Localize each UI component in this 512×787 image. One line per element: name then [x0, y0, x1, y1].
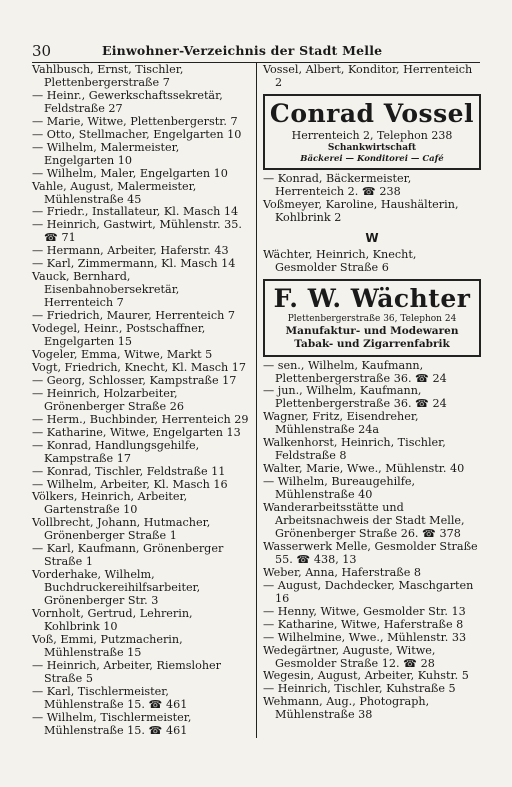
advertisement-vossel: [263, 94, 481, 170]
list-item: — Heinr., Gewerkschaftssekretär, Feldstraße 27: [32, 88, 223, 115]
list-item: — Karl, Zimmermann, Kl. Masch 14: [32, 257, 236, 271]
list-item: — Karl, Kaufmann, Grönenberger Straße 1: [32, 542, 224, 569]
list-item: Wedegärtner, Auguste, Witwe, Gesmolder Straße 12. ☎ 28: [263, 643, 436, 670]
list-item: Völkers, Heinrich, Arbeiter, Gartenstraße 10: [32, 490, 188, 517]
list-item: Vodegel, Heinr., Postschaffner, Engelgarten 15: [32, 322, 206, 349]
list-item: Voßmeyer, Karoline, Haushälterin, Kohlbrink 2: [263, 197, 459, 224]
list-item: — Katharine, Witwe, Engelgarten 13: [32, 425, 241, 439]
column-divider: [256, 63, 257, 738]
list-item: Vorderhake, Wilhelm, Buchdruckereihilfsarbeiter, Grönenberger Str. 3: [32, 568, 201, 608]
list-item: — Wilhelm, Arbeiter, Kl. Masch 16: [32, 477, 228, 491]
list-item: Vahlbusch, Ernst, Tischler, Plettenbergerstraße 7: [32, 63, 184, 89]
list-item: — Heinrich, Tischler, Kuhstraße 5: [263, 682, 456, 696]
ad-waechter-address: Plettenbergerstraße 36, Telephon 24: [287, 313, 457, 324]
list-item: Wanderarbeitsstätte und Arbeitsnachweis der Stadt Melle, Grönenberger Straße 26. ☎ 378: [263, 501, 465, 540]
list-item: — Friedr., Installateur, Kl. Masch 14: [32, 205, 239, 219]
list-item: Walter, Marie, Wwe., Mühlenstr. 40: [263, 462, 465, 476]
list-item: — Wilhelm, Bureaugehilfe, Mühlenstraße 40: [263, 475, 416, 502]
list-item: Wächter, Heinrich, Knecht, Gesmolder Straße 6: [263, 247, 417, 274]
section-letter-w: W: [365, 230, 379, 245]
ad-waechter-name: F. W. Wächter: [273, 283, 471, 313]
list-item: — Konrad, Handlungsgehilfe, Kampstraße 17: [32, 438, 200, 465]
list-item: Vogt, Friedrich, Knecht, Kl. Masch 17: [32, 360, 246, 374]
ad-vossel-line3: Bäckerei — Konditorei — Café: [300, 153, 444, 164]
ad-waechter-line2: Manufaktur- und Modewaren: [285, 324, 459, 337]
page-number: 30: [32, 42, 52, 60]
list-item: Vornholt, Gertrud, Lehrerin, Kohlbrink 10: [32, 607, 193, 633]
left-column: [32, 64, 249, 738]
list-item: — August, Dachdecker, Maschgarten 16: [263, 578, 474, 605]
list-item: Walkenhorst, Heinrich, Tischler, Feldstraße 8: [263, 436, 446, 463]
list-item: — Henny, Witwe, Gesmolder Str. 13: [263, 604, 466, 618]
list-item: — Konrad, Tischler, Feldstraße 11: [32, 464, 226, 478]
list-item: — Karl, Tischlermeister, Mühlenstraße 15. ☎ 461: [32, 684, 188, 711]
list-item: Vogeler, Emma, Witwe, Markt 5: [32, 347, 213, 361]
list-item: Wegesin, August, Arbeiter, Kuhstr. 5: [263, 669, 469, 683]
ad-vossel-address: Herrenteich 2, Telephon 238: [291, 128, 453, 142]
list-item: — Katharine, Witwe, Haferstraße 8: [263, 617, 464, 631]
list-item: — Wilhelm, Tischlermeister, Mühlenstraße 15. ☎ 461: [32, 710, 192, 737]
ad-vossel-line2: Schankwirtschaft: [327, 142, 417, 153]
list-item: Wehmann, Aug., Photograph, Mühlenstraße 38: [263, 695, 430, 722]
list-item: — Hermann, Arbeiter, Haferstr. 43: [32, 244, 229, 258]
list-item: — Heinrich, Holzarbeiter, Grönenberger Straße 26: [32, 386, 184, 413]
page-header: [32, 42, 480, 60]
list-item: Vauck, Bernhard, Eisenbahnobersekretär, Herrenteich 7: [32, 270, 180, 310]
list-item: — Wilhelm, Malermeister, Engelgarten 10: [32, 140, 180, 167]
list-item: — Otto, Stellmacher, Engelgarten 10: [32, 127, 242, 141]
right-column: [263, 64, 481, 722]
list-item: — sen., Wilhelm, Kaufmann, Plettenbergerstraße 36. ☎ 24: [263, 358, 447, 385]
list-item: Vossel, Albert, Konditor, Herrenteich 2: [263, 63, 473, 89]
ad-waechter-line3: Tabak- und Zigarrenfabrik: [294, 337, 450, 350]
list-item: Wasserwerk Melle, Gesmolder Straße 55. ☎ 438, 13: [263, 539, 478, 566]
list-item: Weber, Anna, Haferstraße 8: [263, 565, 422, 579]
list-item: — jun., Wilhelm, Kaufmann, Plettenbergerstraße 36. ☎ 24: [263, 384, 447, 411]
list-item: Vahle, August, Malermeister, Mühlenstraße 45: [32, 179, 197, 206]
list-item: — Georg, Schlosser, Kampstraße 17: [32, 373, 237, 387]
list-item: — Marie, Witwe, Plettenbergerstr. 7: [32, 114, 238, 128]
list-item: — Heinrich, Gastwirt, Mühlenstr. 35. ☎ 71: [32, 218, 242, 245]
list-item: — Friedrich, Maurer, Herrenteich 7: [32, 309, 235, 323]
ad-vossel-name: Conrad Vossel: [269, 98, 475, 128]
list-item: Voß, Emmi, Putzmacherin, Mühlenstraße 15: [32, 632, 183, 659]
list-item: — Herm., Buchbinder, Herrenteich 29: [32, 412, 249, 426]
list-item: Wagner, Fritz, Eisendreher, Mühlenstraße 24a: [263, 410, 419, 437]
page-title: Einwohner-Verzeichnis der Stadt Melle: [102, 43, 383, 58]
list-item: Vollbrecht, Johann, Hutmacher, Grönenberger Straße 1: [32, 516, 211, 543]
advertisement-waechter: [263, 279, 481, 357]
list-item: — Konrad, Bäckermeister, Herrenteich 2. ☎ 238: [263, 171, 412, 198]
list-item: — Wilhelmine, Wwe., Mühlenstr. 33: [263, 630, 467, 644]
list-item: — Wilhelm, Maler, Engelgarten 10: [32, 166, 228, 180]
list-item: — Heinrich, Arbeiter, Riemsloher Straße 5: [32, 658, 222, 685]
